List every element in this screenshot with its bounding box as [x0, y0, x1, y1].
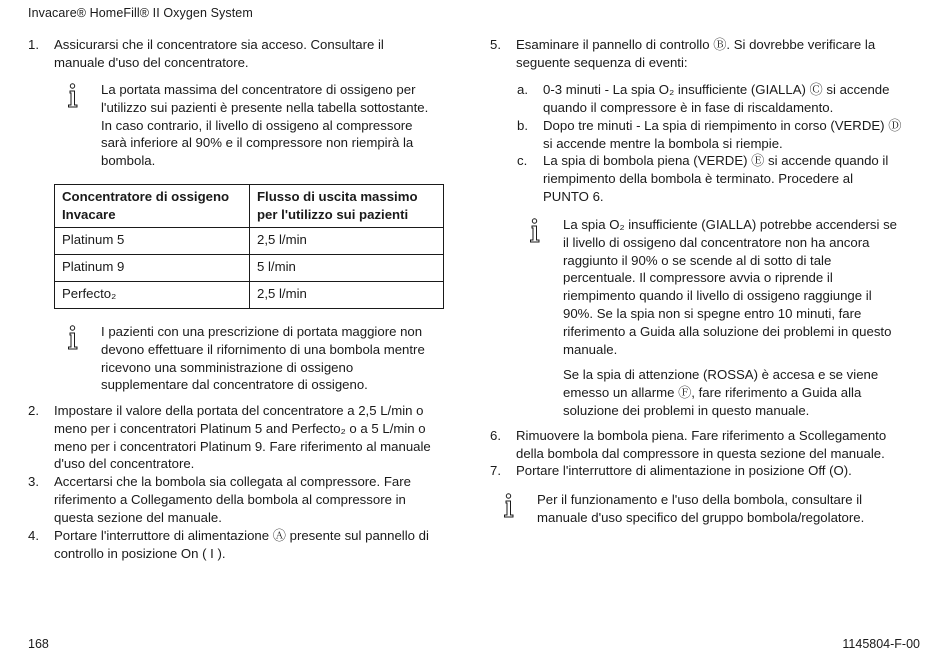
step-number: 6.	[490, 428, 501, 443]
step-number: 1.	[28, 37, 39, 52]
step-text: Rimuovere la bombola piena. Fare riferimento a Scollegamento della bombola dal compressore in questa sezione del manuale.	[516, 428, 887, 461]
flow-table	[54, 184, 444, 309]
page-number: 168	[28, 637, 49, 651]
note-text: I pazienti con una prescrizione di portata maggiore non devono effettuare il rifornimento di una bombola mentre ricevono una somministrazione di ossigeno supplementare dal concentratore di ossigeno.	[101, 324, 425, 393]
sub-step-text: Dopo tre minuti - La spia di riempimento in corso (VERDE) Ⓓ si accende mentre la bombola si riempie.	[543, 118, 902, 151]
sub-step-label: c.	[517, 153, 528, 168]
sub-step-text: 0-3 minuti - La spia O₂ insufficiente (GIALLA) Ⓒ si accende quando il compressore è in fase di riscaldamento.	[543, 82, 890, 115]
table-cell: 2,5 l/min	[250, 228, 444, 255]
step-text: Assicurarsi che il concentratore sia acceso. Consultare il manuale d'uso del concentratore.	[54, 37, 384, 70]
step-text: Portare l'interruttore di alimentazione Ⓐ presente sul pannello di controllo in posizione On ( I ).	[54, 528, 429, 561]
sub-step-text: La spia di bombola piena (VERDE) Ⓔ si accende quando il riempimento della bombola è terminato. Procedere al PUNTO 6.	[543, 153, 889, 204]
note-text: La spia O₂ insufficiente (GIALLA) potrebbe accendersi se il livello di ossigeno dal concentratore non ha ancora raggiunto il 90% o se scende al di sotto di tale percentuale. Il compressore avvia o riprende il riempimento quando il livello di ossigeno raggiunge il 90%. Se la spia non si spegne entro 10 minuti, fare riferimento a Guida alla soluzione dei problemi in questo manuale.	[563, 217, 898, 357]
note-text: La portata massima del concentratore di ossigeno per l'utilizzo sui pazienti è presente nella tabella sottostante. In caso contrario, il livello di ossigeno al compressore sarà inferiore al 90% e il compressore non riempirà la bombola.	[101, 82, 429, 169]
table-header-row	[55, 185, 444, 228]
document-code: 1145804-F-00	[842, 637, 920, 651]
step-text: Esaminare il pannello di controllo Ⓑ. Si dovrebbe verificare la seguente sequenza di eventi:	[516, 37, 876, 70]
info-icon	[66, 83, 80, 109]
note-text: Per il funzionamento e l'uso della bombola, consultare il manuale d'uso specifico del gruppo bombola/regolatore.	[537, 492, 865, 525]
step-number: 3.	[28, 474, 39, 489]
step-number: 5.	[490, 37, 501, 52]
info-icon	[66, 325, 80, 351]
table-cell: 2,5 l/min	[250, 282, 444, 309]
step-number: 4.	[28, 528, 39, 543]
sub-step-label: b.	[517, 118, 528, 133]
sub-step-label: a.	[517, 82, 528, 97]
note-text: Se la spia di attenzione (ROSSA) è accesa e se viene emesso un allarme Ⓕ, fare riferimento a Guida alla soluzione dei problemi in questo manuale.	[563, 367, 879, 418]
table-cell: Platinum 9	[55, 255, 250, 282]
step-number: 2.	[28, 403, 39, 418]
table-cell: Perfecto₂	[55, 282, 250, 309]
step-text: Accertarsi che la bombola sia collegata al compressore. Fare riferimento a Collegamento della bombola al compressore in questa sezione del manuale.	[54, 474, 411, 525]
info-icon	[528, 218, 542, 244]
info-icon	[502, 493, 516, 519]
table-cell: 5 l/min	[250, 255, 444, 282]
table-row	[55, 282, 444, 309]
table-row	[55, 228, 444, 255]
table-cell: Platinum 5	[55, 228, 250, 255]
running-header: Invacare® HomeFill® II Oxygen System	[28, 6, 253, 20]
step-number: 7.	[490, 463, 501, 478]
table-header: Concentratore di ossigeno Invacare	[55, 185, 250, 228]
table-row	[55, 255, 444, 282]
step-text: Impostare il valore della portata del concentratore a 2,5 L/min o meno per i concentratori Platinum 5 and Perfecto₂ o a 5 L/min o meno per i concentratori Platinum 9. Fare riferimento al manuale d'uso del concentratore.	[54, 403, 431, 472]
step-text: Portare l'interruttore di alimentazione in posizione Off (O).	[516, 463, 852, 478]
table-header: Flusso di uscita massimo per l'utilizzo sui pazienti	[250, 185, 444, 228]
